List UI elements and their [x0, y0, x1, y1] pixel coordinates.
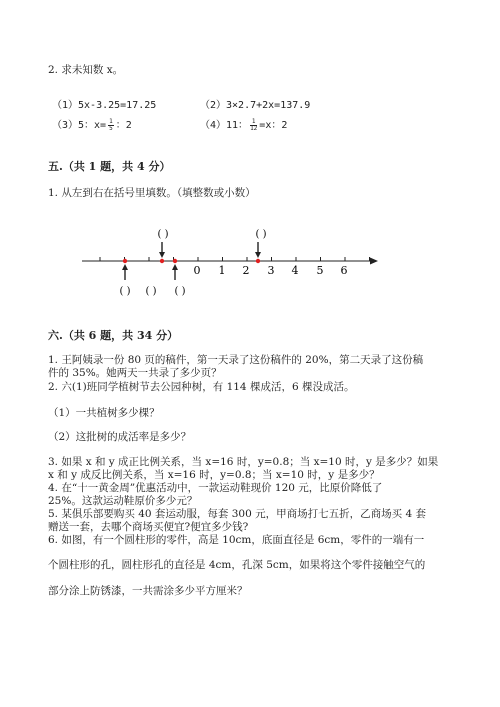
- section-5-question-1: 1. 从左到右在括号里填数。（填整数或小数）: [48, 187, 256, 199]
- equation-3-suffix: ：2: [115, 120, 132, 131]
- equation-3-prefix: （3）5：x=: [52, 120, 107, 131]
- equation-2: （2）3×2.7+2x=137.9: [200, 100, 311, 111]
- point-1: [123, 259, 127, 263]
- problem-5-line-2: 赠送一套，去哪个商场买便宜?便宜多少钱?: [48, 521, 249, 533]
- equation-4-suffix: =x：2: [259, 120, 288, 131]
- problem-4-line-2: 25%。这款运动鞋原价多少元？: [48, 495, 198, 507]
- fraction-one-twelfth: [250, 119, 257, 132]
- fraction-denominator: 5: [109, 124, 113, 132]
- fraction-one-fifth: [108, 119, 114, 132]
- problem-2-sub-2: （2）这批树的成活率是多少？: [48, 431, 192, 443]
- bottom-blank-1[interactable]: ( ): [119, 286, 131, 297]
- equation-4-prefix: （4）11：: [200, 120, 249, 131]
- top-blank-2[interactable]: ( ): [255, 229, 267, 240]
- top-blank-1[interactable]: ( ): [157, 229, 169, 240]
- bottom-blank-2[interactable]: ( ): [145, 286, 157, 297]
- number-line: [0, 222, 500, 302]
- point-2: [160, 259, 164, 263]
- point-4: [256, 259, 260, 263]
- equation-1: （1）5x-3.25=17.25: [52, 100, 157, 111]
- tick-label-5: 5: [316, 264, 324, 277]
- problem-1-line-1: 1. 王阿姨录一份 80 页的稿件，第一天录了这份稿件的 20%，第二天录了这份稿: [48, 354, 424, 366]
- tick-label-6: 6: [340, 264, 348, 277]
- tick-marks: [100, 257, 370, 261]
- tick-label-3: 3: [267, 264, 275, 277]
- tick-label-1: 1: [218, 264, 226, 277]
- point-3: [173, 259, 177, 263]
- fraction-numerator: 1: [251, 117, 256, 125]
- problem-2: 2. 六(1)班同学植树节去公园种树，有 114 棵成活，6 棵没成活。: [48, 381, 355, 393]
- question-2-title: 2. 求未知数 x。: [48, 64, 124, 76]
- problem-3-line-1: 3. 如果 x 和 y 成正比例关系，当 x=16 时，y=0.8；当 x=10 时，y 是多少？如果: [48, 456, 439, 468]
- arrow-right-icon: [370, 258, 378, 265]
- problem-6-line-3: 部分涂上防锈漆，一共需涂多少平方厘米？: [48, 585, 248, 597]
- section-5-title: 五.（共 1 题，共 4 分）: [48, 160, 171, 173]
- problem-4-line-1: 4. 在“十一黄金周”优惠活动中，一款运动鞋现价 120 元，比原价降低了: [48, 482, 383, 494]
- tick-label-0: 0: [193, 264, 201, 277]
- problem-1-line-2: 件的 35%。她两天一共录了多少页？: [48, 367, 222, 379]
- problem-3-line-2: x 和 y 成反比例关系，当 x=16 时，y=0.8；当 x=10 时，y 是多少？: [48, 469, 380, 481]
- arrow-up-head-icon: [122, 264, 128, 270]
- problem-5-line-1: 5. 某俱乐部要购买 40 套运动服，每套 300 元，甲商场打七五折，乙商场买 4 套: [48, 508, 426, 520]
- problem-6-line-1: 6. 如图，有一个圆柱形的零件，高是 10cm，底面直径是 6cm，零件的一端有一: [48, 534, 425, 546]
- arrow-up-head-icon: [172, 264, 178, 270]
- tick-label-2: 2: [242, 264, 250, 277]
- arrow-down-head-icon: [255, 252, 261, 258]
- equation-3: [52, 116, 132, 132]
- fraction-numerator: 1: [109, 117, 113, 125]
- tick-label-4: 4: [291, 264, 299, 277]
- section-6-title: 六.（共 6 题，共 34 分）: [48, 329, 179, 342]
- fraction-denominator: 12: [250, 124, 258, 132]
- equation-4: [200, 116, 287, 132]
- problem-6-line-2: 个圆柱形的孔，圆柱形孔的直径是 4cm，孔深 5cm，如果将这个零件接触空气的: [48, 559, 426, 571]
- arrow-down-head-icon: [159, 252, 165, 258]
- problem-2-sub-1: （1）一共植树多少棵？: [48, 407, 160, 419]
- bottom-blank-3[interactable]: ( ): [174, 286, 186, 297]
